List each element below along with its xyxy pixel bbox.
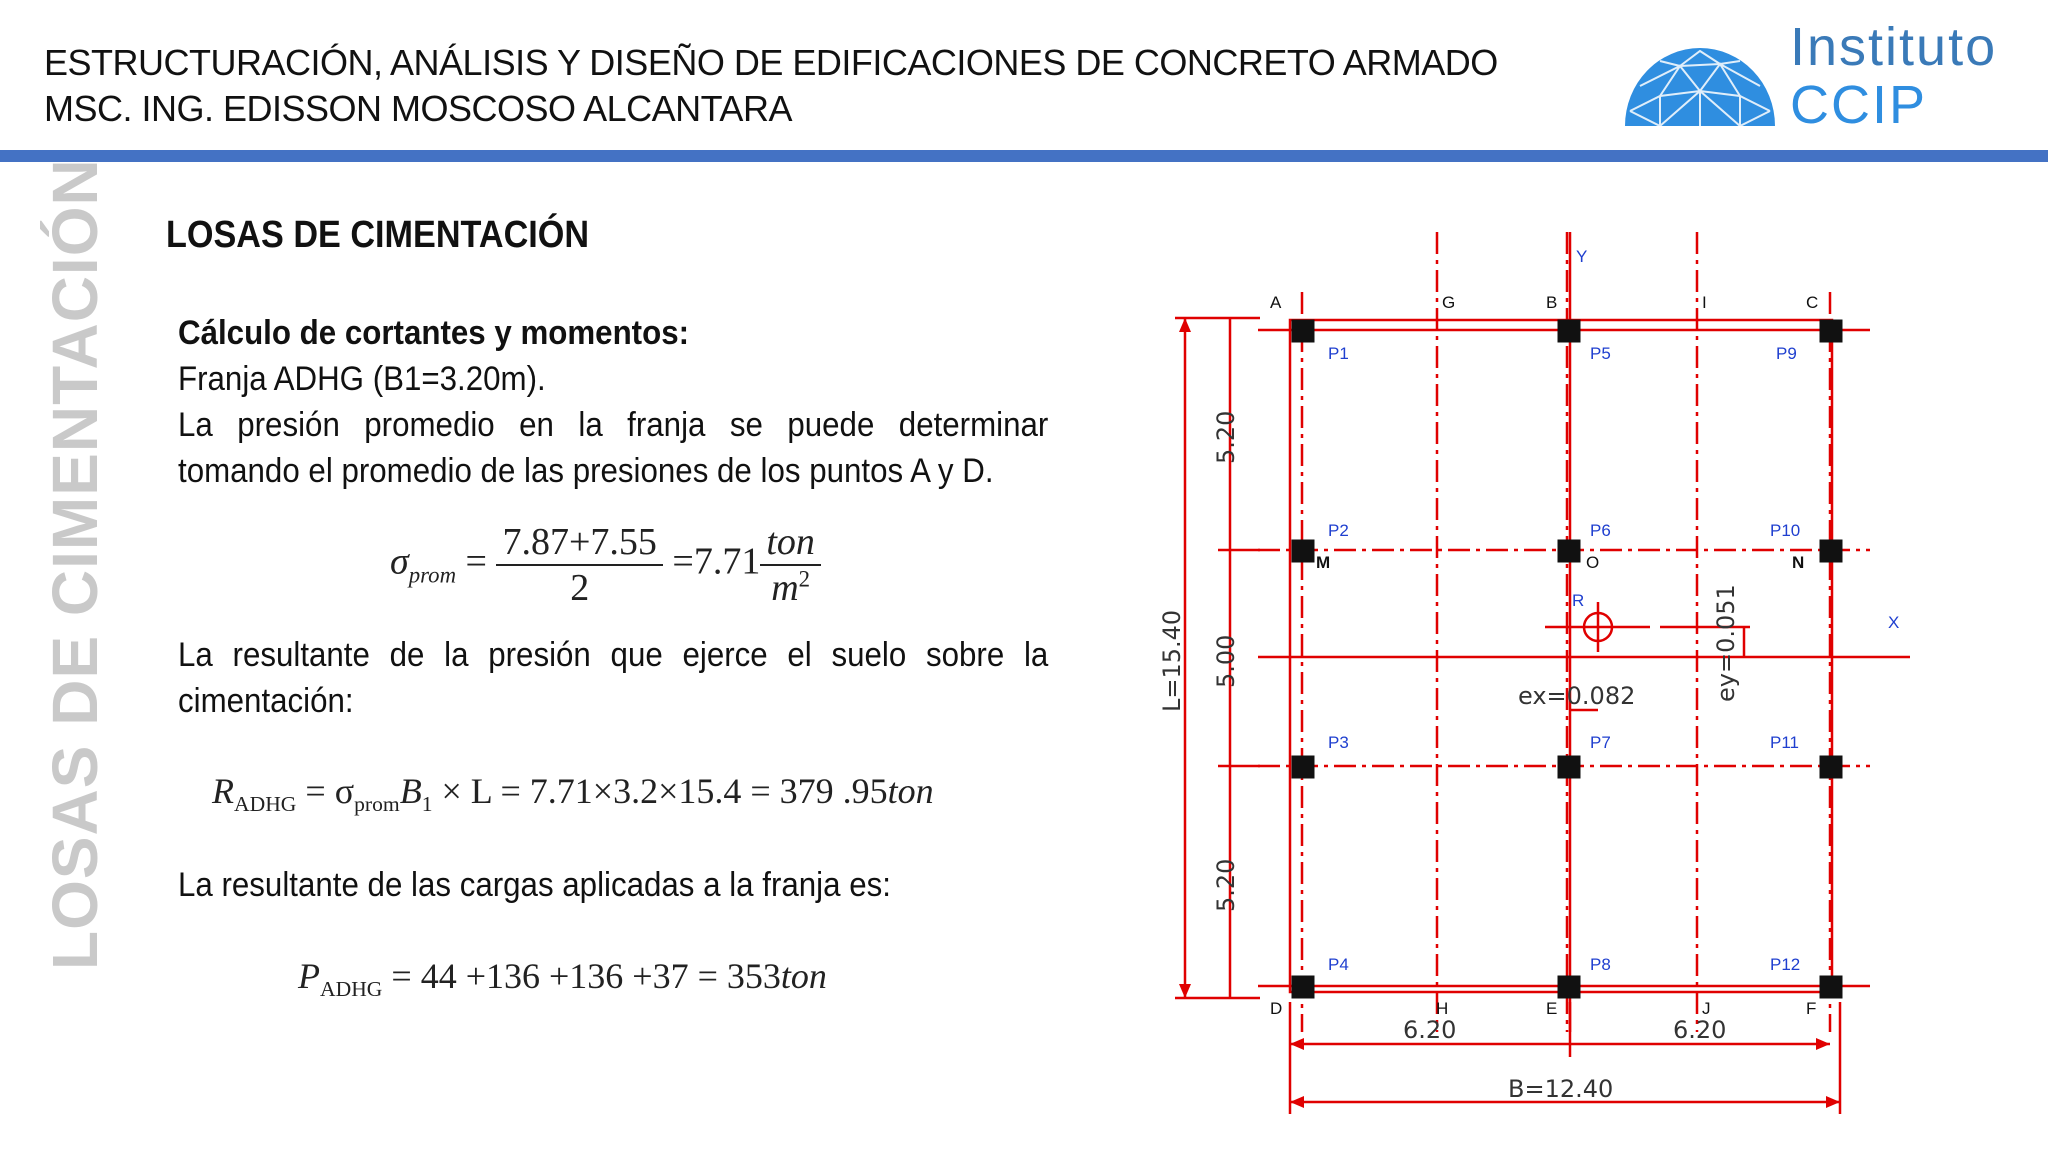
column-p3 bbox=[1292, 756, 1314, 778]
eq2-rhs-sub: prom bbox=[354, 792, 400, 817]
label-p7: P7 bbox=[1590, 733, 1611, 752]
eq3-rhs: = 44 +136 +136 +37 = 353 bbox=[391, 956, 781, 996]
column-p12 bbox=[1820, 976, 1842, 998]
strip-label: Franja ADHG (B1=3.20m). bbox=[178, 360, 546, 398]
eq2-b: B bbox=[399, 771, 422, 811]
logo-word-instituto: Instituto bbox=[1790, 17, 1998, 77]
ey-label: ey=0.051 bbox=[1712, 584, 1740, 702]
point-r: R bbox=[1572, 591, 1585, 610]
dim-5-00: 5.00 bbox=[1212, 634, 1240, 688]
foundation-plan-diagram bbox=[1150, 232, 1930, 1132]
paragraph-soil-resultant: La resultante de la presión que ejerce el suelo sobre la cimentación: bbox=[178, 636, 1049, 720]
eq1-unit-exp: 2 bbox=[798, 566, 811, 592]
header-divider bbox=[0, 150, 2048, 162]
eq1-unit-num: ton bbox=[760, 520, 821, 566]
dim-5-20-top: 5.20 bbox=[1212, 410, 1240, 464]
equation-average-pressure: $\sigma_{prom}$ = $\frac{7.87+7.55}{2}$ =7.71 $\frac{\text{ton}}{m^2}$ bbox=[390, 520, 821, 610]
eq1-numerator: 7.87+7.55 bbox=[496, 520, 662, 566]
point-d: D bbox=[1270, 999, 1283, 1018]
eq1-lhs: σ bbox=[390, 540, 409, 583]
eq2-lhs-sub: ADHG bbox=[234, 792, 297, 817]
point-e: E bbox=[1546, 999, 1558, 1018]
column-p2 bbox=[1292, 540, 1314, 562]
point-a: A bbox=[1270, 293, 1282, 312]
eq2-b-sub: 1 bbox=[421, 792, 433, 817]
dim-6-20-right: 6.20 bbox=[1673, 1016, 1727, 1044]
point-i: I bbox=[1702, 293, 1707, 312]
axis-x-label: X bbox=[1888, 613, 1900, 632]
dim-5-20-bottom: 5.20 bbox=[1212, 858, 1240, 912]
eq1-result: =7.71 bbox=[672, 540, 761, 583]
equation-soil-resultant bbox=[212, 770, 934, 817]
point-f: F bbox=[1806, 999, 1817, 1018]
point-h: H bbox=[1436, 999, 1449, 1018]
section-title: LOSAS DE CIMENTACIÓN bbox=[166, 214, 590, 256]
column-p4 bbox=[1292, 976, 1314, 998]
point-j: J bbox=[1702, 999, 1711, 1018]
eq1-unit-den: m bbox=[771, 567, 799, 609]
label-p8: P8 bbox=[1590, 955, 1611, 974]
label-p12: P12 bbox=[1770, 955, 1801, 974]
point-m: M bbox=[1316, 553, 1331, 572]
label-p6: P6 bbox=[1590, 521, 1611, 540]
label-p9: P9 bbox=[1776, 344, 1797, 363]
label-p11: P11 bbox=[1770, 733, 1799, 752]
equation-applied-loads bbox=[298, 955, 827, 1002]
eq3-lhs-sub: ADHG bbox=[320, 977, 383, 1002]
label-p3: P3 bbox=[1328, 733, 1349, 752]
column-p6 bbox=[1558, 540, 1580, 562]
eq2-tail: × L = 7.71×3.2×15.4 = 379 .95 bbox=[441, 771, 888, 811]
paragraph-average-pressure: La presión promedio en la franja se puede determinar tomando el promedio de las presiones de los puntos A y D. bbox=[178, 406, 1049, 490]
logo-word-ccip: CCIP bbox=[1790, 75, 1928, 135]
course-title: ESTRUCTURACIÓN, ANÁLISIS Y DISEÑO DE EDIFICACIONES DE CONCRETO ARMADO bbox=[44, 42, 1498, 83]
label-p1: P1 bbox=[1328, 344, 1349, 363]
eq1-lhs-sub: prom bbox=[408, 562, 457, 588]
label-p2: P2 bbox=[1328, 521, 1349, 540]
label-p10: P10 bbox=[1770, 521, 1801, 540]
total-length-label: L=15.40 bbox=[1158, 609, 1186, 712]
column-p9 bbox=[1820, 320, 1842, 342]
axis-y-label: Y bbox=[1576, 247, 1588, 266]
eq3-lhs: P bbox=[298, 956, 320, 996]
dim-6-20-left: 6.20 bbox=[1403, 1016, 1457, 1044]
instructor-name: MSC. ING. EDISSON MOSCOSO ALCANTARA bbox=[44, 88, 792, 129]
side-watermark-title: LOSAS DE CIMENTACIÓN bbox=[39, 158, 111, 970]
point-o: O bbox=[1586, 553, 1600, 572]
eq2-unit: ton bbox=[887, 771, 934, 811]
column-p11 bbox=[1820, 756, 1842, 778]
eq2-lhs: R bbox=[212, 771, 234, 811]
institute-logo bbox=[1620, 17, 2040, 135]
eq2-rhs: = σ bbox=[305, 771, 355, 811]
column-p5 bbox=[1558, 320, 1580, 342]
column-p10 bbox=[1820, 540, 1842, 562]
point-n: N bbox=[1792, 553, 1805, 572]
label-p4: P4 bbox=[1328, 955, 1349, 974]
eq3-unit: ton bbox=[780, 956, 827, 996]
point-g: G bbox=[1442, 293, 1456, 312]
calc-heading: Cálculo de cortantes y momentos: bbox=[178, 314, 690, 352]
column-p1 bbox=[1292, 320, 1314, 342]
column-p7 bbox=[1558, 756, 1580, 778]
column-p8 bbox=[1558, 976, 1580, 998]
slide-header bbox=[0, 0, 2048, 160]
eq1-denominator: 2 bbox=[570, 567, 590, 609]
ex-label: ex=0.082 bbox=[1518, 682, 1636, 710]
total-width-label: B=12.40 bbox=[1508, 1075, 1614, 1103]
geodesic-dome-icon bbox=[1620, 26, 1780, 138]
label-p5: P5 bbox=[1590, 344, 1611, 363]
foundation-plan-svg bbox=[1150, 232, 1930, 1132]
point-c: C bbox=[1806, 293, 1819, 312]
point-b: B bbox=[1546, 293, 1558, 312]
paragraph-applied-loads: La resultante de las cargas aplicadas a la franja es: bbox=[178, 866, 891, 904]
